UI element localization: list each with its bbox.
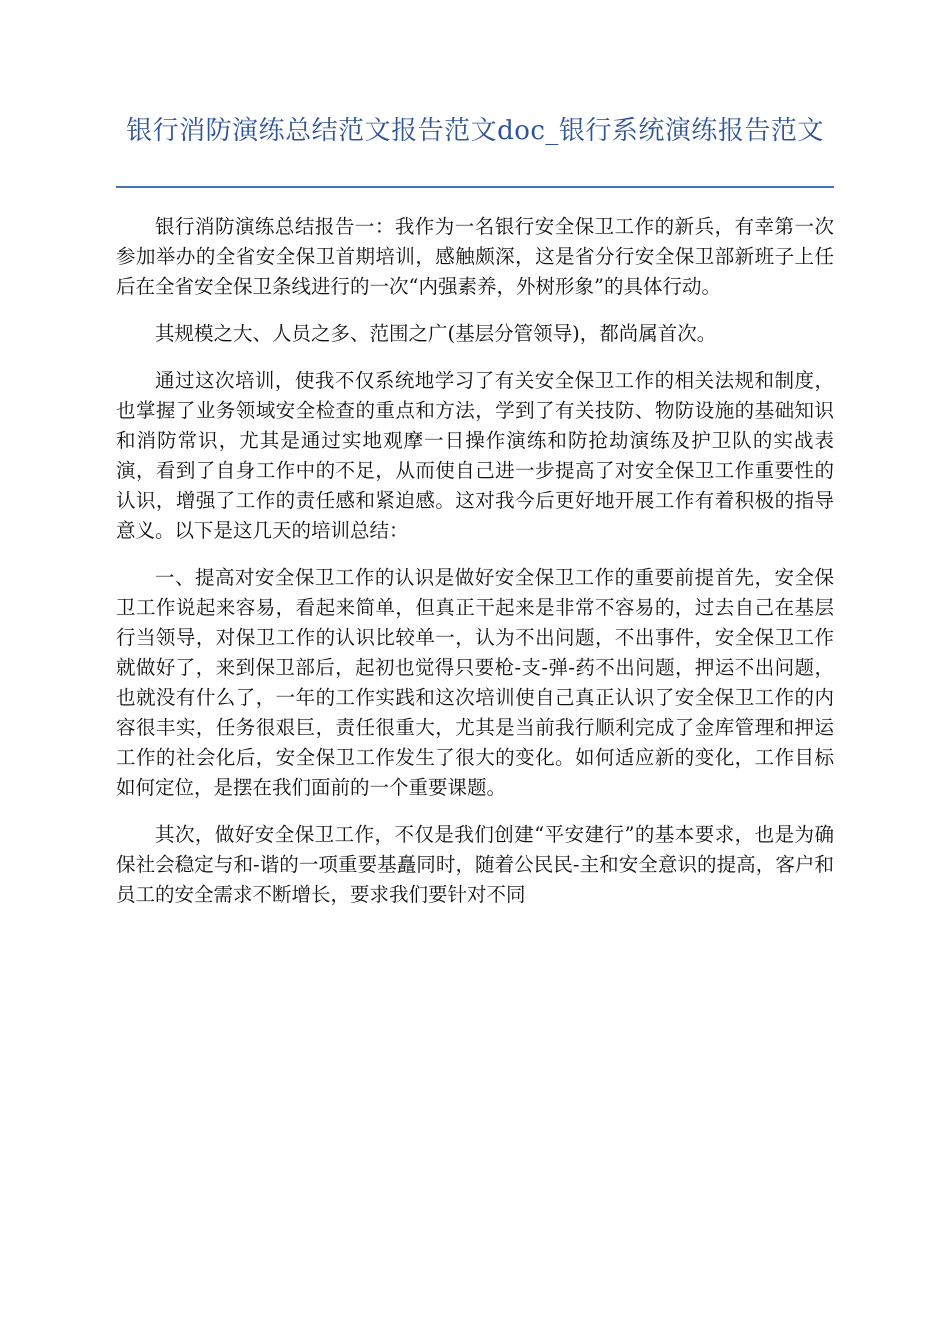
document-title: 银行消防演练总结范文报告范文doc_银行系统演练报告范文 bbox=[126, 116, 824, 146]
paragraph-2: 其规模之大、人员之多、范围之广(基层分管领导)，都尚属首次。 bbox=[155, 322, 717, 345]
paragraph-5: 其次，做好安全保卫工作，不仅是我们创建“平安建行”的基本要求，也是为确保社会稳定与和-谐的一项重要基矗同时，随着公民民-主和安全意识的提高，客户和员工的安全需求不断增长，要求我们要针对不同 bbox=[116, 823, 834, 906]
paragraph-3: 通过这次培训，使我不仅系统地学习了有关安全保卫工作的相关法规和制度，也掌握了业务领域安全检查的重点和方法，学到了有关技防、物防设施的基础知识和消防常识，尤其是通过实地观摩一日操作演练和防抢劫演练及护卫队的实战表演，看到了自身工作中的不足，从而使自己进一步提高了对安全保卫工作重要性的认识，增强了工作的责任感和紧迫感。这对我今后更好地开展工作有着积极的指导意义。以下是这几天的培训总结： bbox=[116, 369, 834, 542]
paragraph-1: 银行消防演练总结报告一：我作为一名银行安全保卫工作的新兵，有幸第一次参加举办的全省安全保卫首期培训，感触颇深，这是省分行安全保卫部新班子上任后在全省安全保卫条线进行的一次“内强素养，外树形象”的具体行动。 bbox=[116, 215, 834, 298]
paragraph-4: 一、提高对安全保卫工作的认识是做好安全保卫工作的重要前提首先，安全保卫工作说起来容易，看起来简单，但真正干起来是非常不容易的，过去自己在基层行当领导，对保卫工作的认识比较单一，认为不出问题，不出事件，安全保卫工作就做好了，来到保卫部后，起初也觉得只要枪-支-弹-药不出问题，押运不出问题，也就没有什么了，一年的工作实践和这次培训使自己真正认识了安全保卫工作的内容很丰实，任务很艰巨，责任很重大，尤其是当前我行顺利完成了金库管理和押运工作的社会化后，安全保卫工作发生了很大的变化。如何适应新的变化，工作目标如何定位，是摆在我们面前的一个重要课题。 bbox=[116, 566, 834, 799]
title-underline bbox=[116, 186, 834, 188]
document-body bbox=[116, 212, 834, 927]
